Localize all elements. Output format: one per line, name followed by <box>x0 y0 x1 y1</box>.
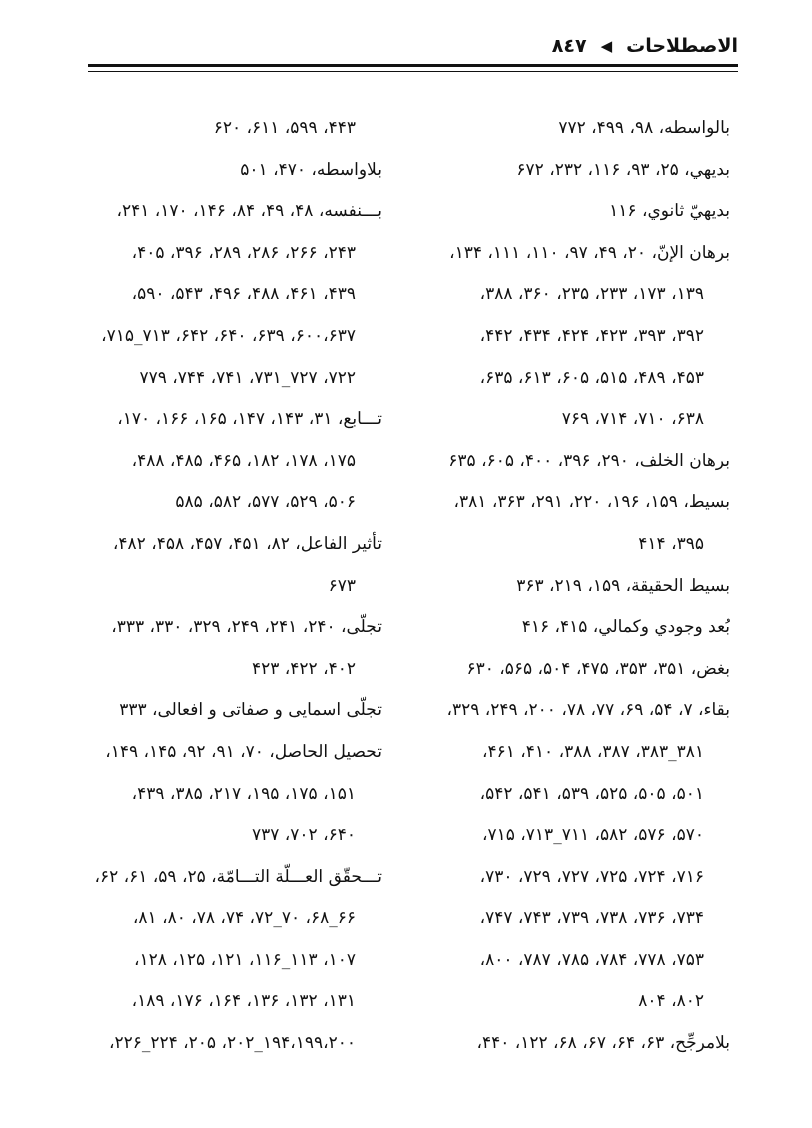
page-header <box>88 30 738 62</box>
index-continuation-line: ۲۴۳، ۲۶۶، ۲۸۶، ۲۸۹، ۳۹۶، ۴۰۵، <box>131 242 356 263</box>
index-entry: بديهيّ ثانوي، ۱۱۶ <box>609 201 730 222</box>
index-entry: بقاء، ۷، ۵۴، ۶۹، ۷۷، ۷۸، ۲۰۰، ۲۴۹، ۳۲۹، <box>446 700 730 721</box>
index-continuation-line: ۴۵۳، ۴۸۹، ۵۱۵، ۶۰۵، ۶۱۳، ۶۳۵، <box>479 367 704 388</box>
index-continuation-line: ۱۵۱، ۱۷۵، ۱۹۵، ۲۱۷، ۳۸۵، ۴۳۹، <box>131 783 356 804</box>
index-entry: بسيط، ۱۵۹، ۱۹۶، ۲۲۰، ۲۹۱، ۳۶۳، ۳۸۱، <box>453 492 730 513</box>
index-entry: بلامرجِّح، ۶۳، ۶۴، ۶۷، ۶۸، ۱۲۲، ۴۴۰، <box>476 1033 730 1054</box>
index-entry: برهان الخلف، ۲۹۰، ۳۹۶، ۴۰۰، ۶۰۵، ۶۳۵ <box>448 450 730 471</box>
index-continuation-line: ۶۶_۶۸، ۷۰_۷۲، ۷۴، ۷۸، ۸۰، ۸۱، <box>132 908 356 929</box>
index-continuation-line: ۳۹۵، ۴۱۴ <box>638 533 704 554</box>
header-rule-thin <box>88 71 738 72</box>
index-continuation-line: ۳۹۲، ۳۹۳، ۴۲۳، ۴۲۴، ۴۳۴، ۴۴۲، <box>479 325 704 346</box>
index-continuation-line: ۶۴۰، ۷۰۲، ۷۳۷ <box>252 825 356 846</box>
index-entry: بلاواسطه، ۴۷۰، ۵۰۱ <box>240 159 382 180</box>
index-continuation-line: ۱۳۹، ۱۷۳، ۲۳۳، ۲۳۵، ۳۶۰، ۳۸۸، <box>479 284 704 305</box>
header-rule-thick <box>88 64 738 67</box>
page-number: ٨٤٧ <box>551 35 587 57</box>
index-column-right <box>410 108 730 1065</box>
index-continuation-line: ۶۳۸، ۷۱۰، ۷۱۴، ۷۶۹ <box>561 409 704 430</box>
index-continuation-line: ۴۳۹، ۴۶۱، ۴۸۸، ۴۹۶، ۵۴۳، ۵۹۰، <box>131 284 356 305</box>
index-continuation-line: ۱۷۵، ۱۷۸، ۱۸۲، ۴۶۵، ۴۸۵، ۴۸۸، <box>131 450 356 471</box>
header-title: الاصطلاحات <box>626 35 738 57</box>
index-continuation-line: ۶۰۰،۶۳۷، ۶۳۹، ۶۴۰، ۶۴۲، ۷۱۳_۷۱۵، <box>101 325 356 346</box>
left-triangle-icon: ◀ <box>600 37 613 55</box>
index-continuation-line: ۵۰۱، ۵۰۵، ۵۲۵، ۵۳۹، ۵۴۱، ۵۴۲، <box>479 783 704 804</box>
index-continuation-line: ۶۷۳ <box>328 575 356 596</box>
index-continuation-line: ۷۱۶، ۷۲۴، ۷۲۵، ۷۲۷، ۷۲۹، ۷۳۰، <box>479 866 704 887</box>
index-continuation-line: ۵۰۶، ۵۲۹، ۵۷۷، ۵۸۲، ۵۸۵ <box>175 492 356 513</box>
index-continuation-line: ۵۷۰، ۵۷۶، ۵۸۲، ۷۱۱_۷۱۳، ۷۱۵، <box>482 825 704 846</box>
index-entry: تجلّی اسمايی و صفاتی و افعالی، ۳۳۳ <box>119 700 382 721</box>
index-continuation-line: ۱۳۱، ۱۳۲، ۱۳۶، ۱۶۴، ۱۷۶، ۱۸۹، <box>131 991 356 1012</box>
index-entry: بالواسطه، ۹۸، ۴۹۹، ۷۷۲ <box>558 118 730 138</box>
index-entry: بديهي، ۲۵، ۹۳، ۱۱۶، ۲۳۲، ۶۷۲ <box>516 159 730 180</box>
index-entry: تـــحقّق العـــلّة التـــامّة، ۲۵، ۵۹، ۶۱، ۶۲، <box>94 866 382 887</box>
index-continuation-line: ۴۰۲، ۴۲۲، ۴۲۳ <box>252 658 356 679</box>
index-continuation-line: ۸۰۲، ۸۰۴ <box>638 991 704 1012</box>
index-continuation-line: ۳۸۱_۳۸۳، ۳۸۷، ۳۸۸، ۴۱۰، ۴۶۱، <box>482 741 704 762</box>
index-continuation-line: ۴۴۳، ۵۹۹، ۶۱۱، ۶۲۰ <box>213 118 356 138</box>
index-continuation-line: ۷۵۳، ۷۷۸، ۷۸۴، ۷۸۵، ۷۸۷، ۸۰۰، <box>479 949 704 970</box>
index-continuation-line: ۷۳۴، ۷۳۶، ۷۳۸، ۷۳۹، ۷۴۳، ۷۴۷، <box>479 908 704 929</box>
index-continuation-line: ۱۹۴،۱۹۹،۲۰۰_۲۰۲، ۲۰۵، ۲۲۴_۲۲۶، <box>108 1033 356 1054</box>
index-column-left <box>62 108 382 1065</box>
index-continuation-line: ۷۲۲، ۷۲۷_۷۳۱، ۷۴۱، ۷۴۴، ۷۷۹ <box>139 367 356 388</box>
index-continuation-line: ۱۰۷، ۱۱۳_۱۱۶، ۱۲۱، ۱۲۵، ۱۲۸، <box>134 949 356 970</box>
index-entry: بسيط الحقيقة، ۱۵۹، ۲۱۹، ۳۶۳ <box>516 575 730 596</box>
index-entry: تحصيل الحاصل، ۷۰، ۹۱، ۹۲، ۱۴۵، ۱۴۹، <box>105 741 382 762</box>
index-entry: بُعد وجودي وكمالي، ۴۱۵، ۴۱۶ <box>521 617 730 638</box>
index-entry: بغض، ۳۵۱، ۳۵۳، ۴۷۵، ۵۰۴، ۵۶۵، ۶۳۰ <box>466 658 730 679</box>
index-entry: تجلّی، ۲۴۰، ۲۴۱، ۲۴۹، ۳۲۹، ۳۳۰، ۳۳۳، <box>111 617 382 638</box>
index-entry: بـــنفسه، ۴۸، ۴۹، ۸۴، ۱۴۶، ۱۷۰، ۲۴۱، <box>116 201 382 222</box>
index-entry: برهان الإنّ، ۲۰، ۴۹، ۹۷، ۱۱۰، ۱۱۱، ۱۳۴، <box>449 242 730 263</box>
index-entry: تـــابع، ۳۱، ۱۴۳، ۱۴۷، ۱۶۵، ۱۶۶، ۱۷۰، <box>117 409 382 430</box>
index-entry: تأثير الفاعل، ۸۲، ۴۵۱، ۴۵۷، ۴۵۸، ۴۸۲، <box>112 533 382 554</box>
